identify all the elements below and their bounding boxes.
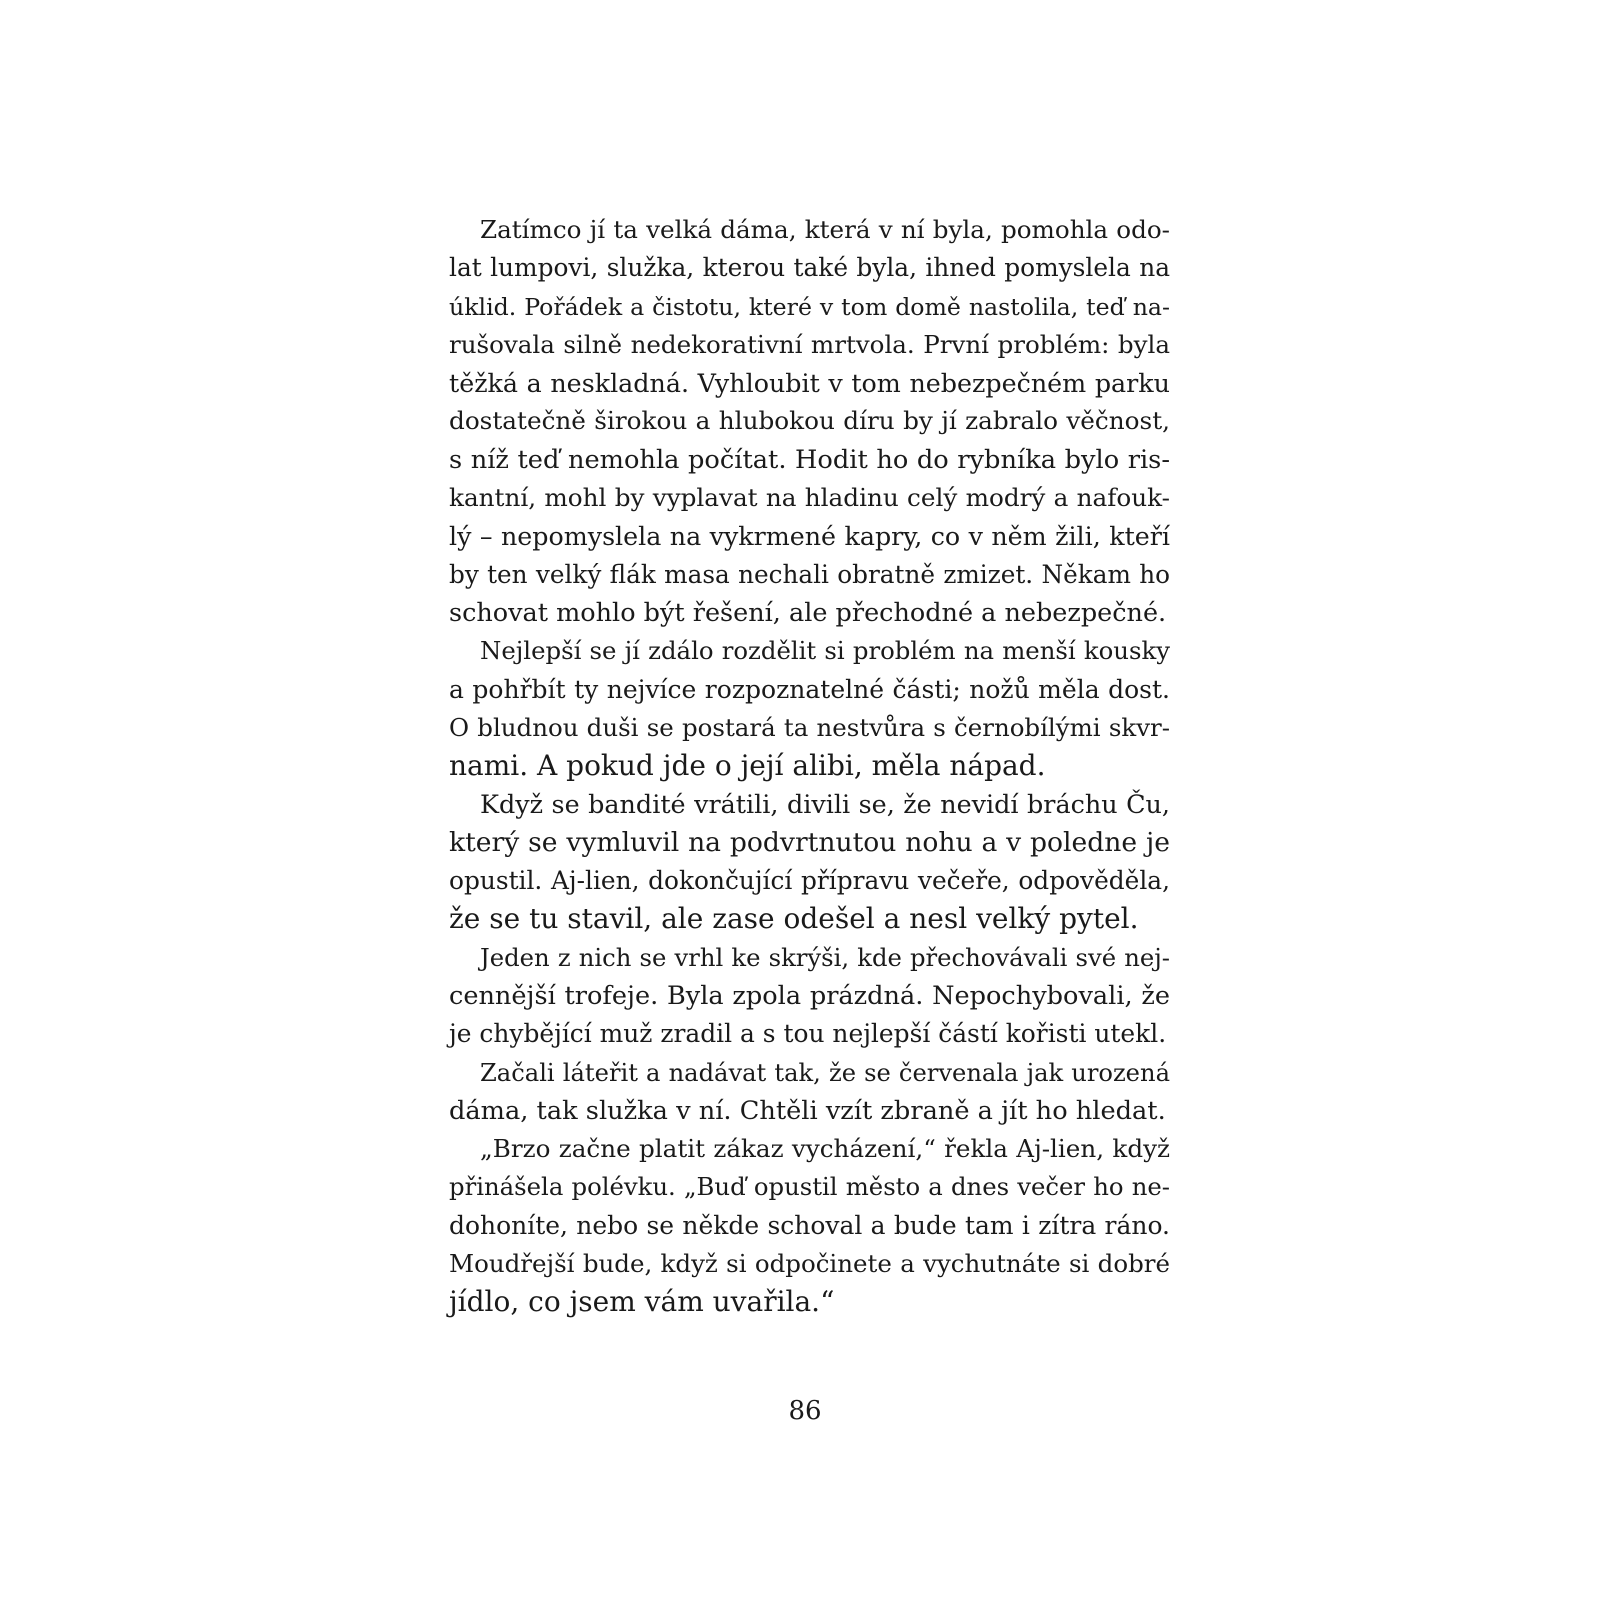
text-line: Moudřejší bude, když si odpočinete a vychutnáte si dobré: [449, 1249, 1170, 1279]
text-line: schovat mohlo být řešení, ale přechodné a nebezpečné.: [449, 597, 1167, 628]
text-line: Jeden z nich se vrhl ke skrýši, kde přechovávali své nej-: [480, 942, 1170, 972]
text-line: nami. A pokud jde o její alibi, měla nápad.: [449, 749, 1046, 783]
text-line: O bludnou duši se postará ta nestvůra s černobílými skvr-: [449, 712, 1170, 742]
text-line: je chybějící muž zradil a s tou nejlepší částí kořisti utekl.: [449, 1019, 1167, 1049]
paragraph: [449, 1054, 1170, 1131]
paragraph: [449, 939, 1170, 1054]
text-line: který se vymluvil na podvrtnutou nohu a v poledne je: [449, 826, 1170, 858]
text-line: rušovala silně nedekorativní mrtvola. První problém: byla: [449, 329, 1170, 359]
text-line: Nejlepší se jí zdálo rozdělit si problém na menší kousky: [480, 636, 1170, 666]
paragraph: [449, 632, 1170, 785]
paragraph: [449, 785, 1170, 938]
text-line: přinášela polévku. „Buď opustil město a dnes večer ho ne-: [449, 1172, 1170, 1202]
text-line: že se tu stavil, ale zase odešel a nesl velký pytel.: [449, 902, 1139, 936]
paragraph: [449, 1130, 1170, 1321]
text-line: úklid. Pořádek a čistotu, které v tom domě nastolila, teď na-: [449, 292, 1170, 321]
text-line: s níž teď nemohla počítat. Hodit ho do rybníka bylo ris-: [449, 444, 1170, 475]
text-line: Když se bandité vrátili, divili se, že nevidí bráchu Ču,: [480, 789, 1170, 820]
text-line: dohoníte, nebo se někde schoval a bude tam i zítra ráno.: [449, 1210, 1170, 1240]
text-line: dáma, tak služka v ní. Chtěli vzít zbraně a jít ho hledat.: [449, 1095, 1166, 1126]
text-line: Začali láteřit a nadávat tak, že se červenala jak urozená: [480, 1058, 1170, 1087]
text-line: by ten velký flák masa nechali obratně zmizet. Někam ho: [449, 559, 1170, 589]
text-line: lý – nepomyslela na vykrmené kapry, co v něm žili, kteří: [449, 521, 1170, 552]
page-number: 86: [788, 1396, 822, 1426]
text-line: cennější trofeje. Byla zpola prázdná. Nepochybovali, že: [449, 980, 1170, 1011]
text-line: a pohřbít ty nejvíce rozpoznatelné části; nožů měla dost.: [449, 674, 1170, 704]
text-line: dostatečně širokou a hlubokou díru by jí zabralo věčnost,: [449, 406, 1170, 436]
text-line: opustil. Aj-lien, dokončující přípravu večeře, odpověděla,: [449, 866, 1170, 896]
body-text: [449, 211, 1170, 1322]
text-line: „Brzo začne platit zákaz vycházení,“ řekla Aj-lien, když: [480, 1134, 1170, 1164]
text-line: těžká a neskladná. Vyhloubit v tom nebezpečném parku: [449, 368, 1170, 399]
paragraph: [449, 211, 1170, 632]
text-line: jídlo, co jsem vám uvařila.“: [449, 1285, 835, 1319]
text-line: lat lumpovi, služka, kterou také byla, ihned pomyslela na: [449, 253, 1170, 283]
text-line: Zatímco jí ta velká dáma, která v ní byla, pomohla odo-: [480, 215, 1170, 244]
text-line: kantní, mohl by vyplavat na hladinu celý modrý a nafouk-: [449, 483, 1170, 513]
